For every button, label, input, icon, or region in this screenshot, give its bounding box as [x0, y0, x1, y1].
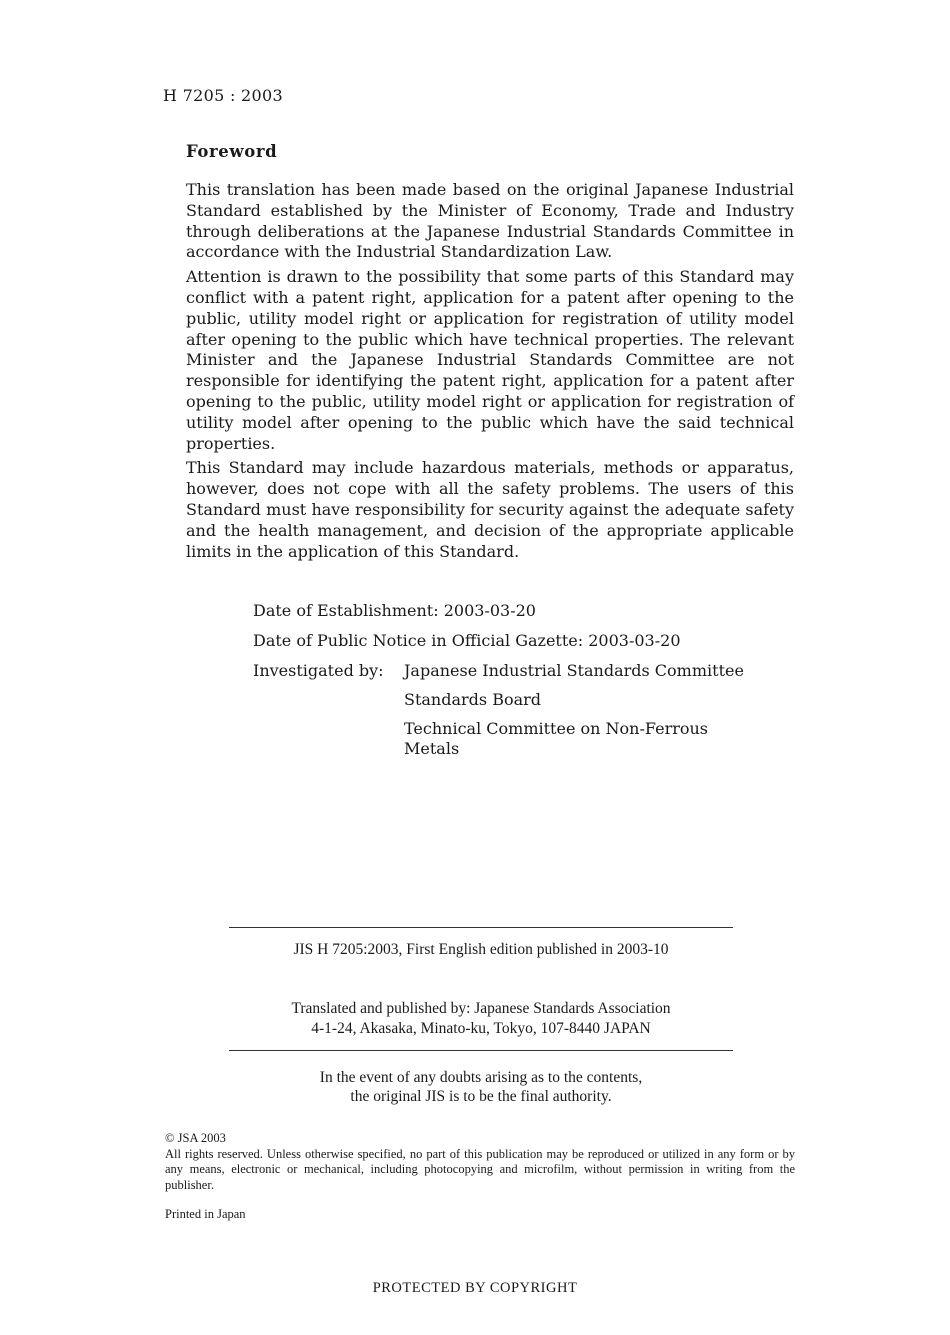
authority-line-1: In the event of any doubts arising as to the contents,: [319, 1069, 643, 1086]
establishment-label: Date of Establishment:: [253, 601, 439, 620]
investigating-body: Japanese Industrial Standards Committee: [404, 661, 744, 680]
investigating-body: Standards Board: [404, 690, 542, 709]
foreword-title: Foreword: [186, 142, 278, 161]
gazette-date-row: [253, 631, 744, 651]
foreword-paragraph: This Standard may include hazardous materials, methods or apparatus, however, does not cope with all the safety problems. The users of this Standard must have responsibility for security against the adequate safety and the health management, and decision of the appropriate applicable limits in the application of this Standard.: [186, 458, 794, 561]
establishment-value: 2003-03-20: [443, 601, 536, 620]
publisher-line-1: Translated and published by: Japanese Standards Association: [291, 1000, 671, 1017]
investigated-bodies: [404, 661, 744, 768]
foreword-paragraph: This translation has been made based on the original Japanese Industrial Standard established by the Minister of Economy, Trade and Industry through deliberations at the Japanese Industrial Standards Committee in accordance with the Industrial Standardization Law.: [186, 180, 794, 262]
dates-block: [253, 601, 744, 778]
gazette-label: Date of Public Notice in Official Gazette:: [253, 631, 584, 650]
rights-statement: All rights reserved. Unless otherwise specified, no part of this publication may be reproduced or utilized in any form or by any means, electronic or mechanical, including photocopying and microfilm, without permission in writing from the publisher.: [165, 1146, 795, 1192]
edition-line: JIS H 7205:2003, First English edition published in 2003-10: [293, 941, 669, 958]
establishment-date-row: [253, 601, 744, 621]
bottom-divider: [229, 1050, 733, 1051]
copyright-block: [165, 1131, 795, 1193]
publisher-line-2: 4-1-24, Akasaka, Minato-ku, Tokyo, 107-8440 JAPAN: [311, 1020, 651, 1037]
investigated-label: Investigated by:: [253, 661, 384, 680]
investigated-row: [253, 661, 744, 768]
document-code: H 7205 : 2003: [163, 86, 283, 105]
investigating-body: Technical Committee on Non-Ferrous Metals: [404, 719, 709, 758]
foreword-paragraph: Attention is drawn to the possibility that some parts of this Standard may conflict with a patent right, application for a patent after opening to the public, utility model right or application for registration of utility model after opening to the public which have technical properties. The relevant Minister and the Japanese Industrial Standards Committee are not responsible for identifying the patent right, application for a patent after opening to the public, utility model right or application for registration of utility model after opening to the public which have the said technical properties.: [186, 267, 794, 453]
authority-line-2: the original JIS is to be the final authority.: [350, 1088, 612, 1105]
foreword-body: [186, 180, 794, 566]
protected-by-copyright: PROTECTED BY COPYRIGHT: [372, 1280, 578, 1296]
gazette-value: 2003-03-20: [588, 631, 681, 650]
copyright-notice: © JSA 2003: [165, 1131, 226, 1145]
printed-in: Printed in Japan: [165, 1207, 246, 1221]
top-divider: [229, 927, 733, 928]
